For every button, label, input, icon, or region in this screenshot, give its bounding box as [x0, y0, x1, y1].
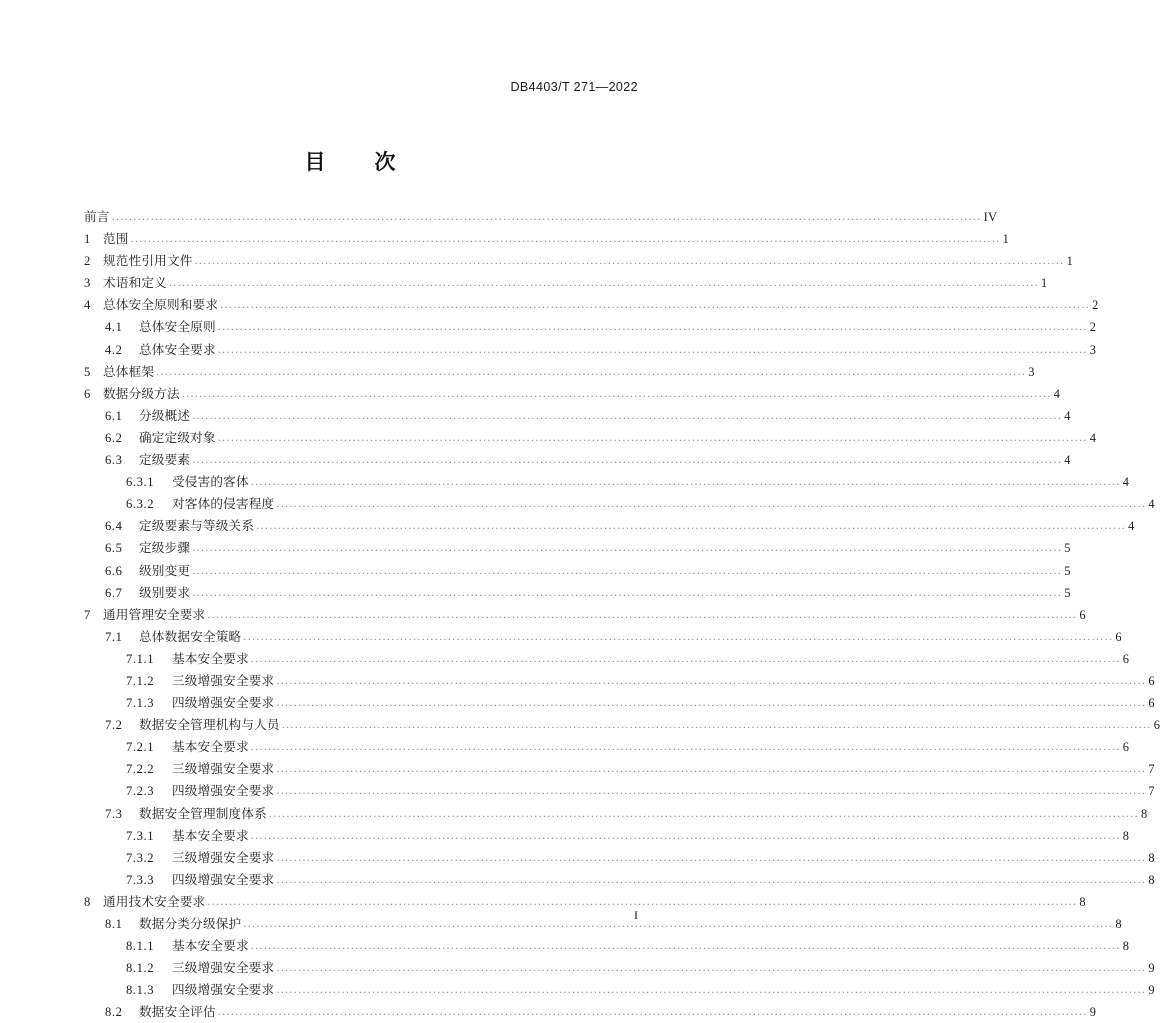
toc-entry-number: 7.2.1	[126, 740, 155, 755]
page-title: 目 次	[304, 151, 410, 174]
toc-entry-page-number: 4	[1064, 408, 1071, 423]
toc-entry-number: 6.2	[105, 430, 123, 445]
toc-entry-page-number: 9	[1148, 983, 1155, 998]
toc-entry-page-number: 6	[1079, 607, 1086, 622]
toc-dot-leader	[276, 669, 1146, 691]
toc-entry[interactable]	[84, 957, 1155, 979]
toc-entry[interactable]	[84, 692, 1155, 714]
toc-entry[interactable]	[84, 780, 1155, 802]
toc-entry[interactable]	[84, 537, 1071, 559]
toc-entry[interactable]	[84, 626, 1122, 648]
toc-entry[interactable]	[84, 250, 1074, 272]
toc-dot-leader	[218, 338, 1088, 360]
toc-dot-leader	[131, 227, 1001, 249]
toc-entry-page-number: 1	[1002, 232, 1010, 247]
toc-dot-leader	[251, 824, 1121, 846]
toc-entry-label: 确定定级对象	[139, 430, 216, 445]
toc-dot-leader	[276, 956, 1146, 978]
toc-entry[interactable]	[84, 339, 1097, 361]
toc-entry-page-number: 4	[1128, 519, 1135, 534]
toc-entry-label: 数据分级方法	[103, 386, 180, 401]
toc-entry-page-number: 6	[1122, 651, 1130, 666]
toc-entry[interactable]	[84, 736, 1130, 758]
toc-entry[interactable]	[84, 825, 1130, 847]
toc-entry[interactable]	[84, 1001, 1097, 1023]
toc-entry-number: 6.3.1	[126, 475, 155, 490]
toc-entry-label: 数据分类分级保护	[139, 917, 242, 931]
toc-dot-leader	[112, 205, 982, 227]
toc-entry[interactable]	[84, 383, 1061, 405]
toc-entry-number: 8.1.1	[126, 939, 155, 954]
toc-entry-number: 7.1.2	[126, 673, 155, 688]
toc-dot-leader	[207, 603, 1077, 625]
standard-number-header: DB4403/T 271—2022	[510, 80, 638, 94]
toc-entry-page-number: 4	[1122, 475, 1130, 490]
toc-entry-page-number: 6	[1122, 740, 1130, 755]
toc-entry-number: 8	[84, 894, 91, 909]
toc-entry-label: 级别要求	[139, 585, 191, 600]
toc-dot-leader	[192, 536, 1062, 558]
toc-entry-label: 四级增强安全要求	[172, 696, 275, 711]
toc-entry-label: 对客体的侵害程度	[172, 497, 275, 512]
toc-entry-page-number: 4	[1089, 430, 1097, 445]
toc-entry-label: 总体安全要求	[139, 342, 216, 357]
toc-dot-leader	[192, 581, 1062, 603]
toc-entry-page-number: 1	[1066, 254, 1074, 269]
toc-entry[interactable]	[84, 206, 998, 228]
toc-entry-label: 四级增强安全要求	[172, 784, 275, 799]
toc-entry-number: 8.1	[105, 917, 123, 931]
toc-entry-label: 通用管理安全要求	[103, 607, 206, 622]
toc-dot-leader	[218, 1000, 1088, 1022]
toc-entry-page-number: IV	[983, 210, 998, 224]
toc-entry[interactable]	[84, 979, 1155, 1001]
toc-entry-label: 三级增强安全要求	[172, 673, 275, 688]
toc-entry-number: 6.7	[105, 585, 123, 600]
toc-entry-number: 7.3.3	[126, 872, 155, 887]
toc-dot-leader	[218, 315, 1088, 337]
toc-entry-label: 定级要素	[139, 453, 191, 468]
toc-entry[interactable]	[84, 935, 1130, 957]
toc-entry-page-number: 2	[1092, 298, 1099, 313]
toc-entry-page-number: 8	[1122, 939, 1130, 954]
toc-entry[interactable]	[84, 869, 1155, 891]
toc-entry-number: 3	[84, 276, 91, 291]
toc-entry-page-number: 3	[1089, 342, 1097, 357]
toc-entry[interactable]	[84, 449, 1071, 471]
toc-dot-leader	[192, 448, 1062, 470]
toc-entry-page-number: 7	[1148, 784, 1155, 799]
toc-entry-label: 总体安全原则和要求	[103, 298, 219, 313]
toc-entry[interactable]	[84, 272, 1048, 294]
toc-dot-leader	[276, 868, 1146, 890]
toc-dot-leader	[282, 713, 1152, 735]
toc-entry-number: 6.1	[105, 408, 123, 423]
toc-entry-number: 4	[84, 298, 91, 313]
toc-entry[interactable]	[84, 714, 1160, 736]
table-of-contents	[84, 206, 1160, 1023]
toc-entry-page-number: 9	[1089, 1005, 1097, 1020]
toc-entry-label: 范围	[103, 232, 129, 247]
toc-entry-number: 7.2.2	[126, 762, 155, 777]
toc-entry-label: 三级增强安全要求	[172, 850, 275, 865]
toc-entry-page-number: 8	[1122, 828, 1130, 843]
toc-entry-label: 总体框架	[103, 364, 155, 379]
toc-entry[interactable]	[84, 228, 1010, 250]
toc-entry[interactable]	[84, 471, 1130, 493]
toc-entry-page-number: 4	[1148, 497, 1155, 512]
toc-entry-page-number: 5	[1064, 541, 1071, 556]
toc-entry-label: 三级增强安全要求	[172, 961, 275, 976]
toc-entry-number: 8.2	[105, 1005, 123, 1020]
toc-entry-number: 6.3	[105, 453, 123, 468]
toc-entry-number: 6.5	[105, 541, 123, 556]
toc-entry-label: 级别变更	[139, 563, 191, 578]
toc-dot-leader	[276, 846, 1146, 868]
toc-dot-leader	[218, 426, 1088, 448]
toc-entry-label: 四级增强安全要求	[172, 872, 275, 887]
toc-entry-label: 前言	[84, 210, 110, 224]
toc-entry-label: 术语和定义	[103, 276, 167, 291]
toc-entry[interactable]	[84, 604, 1086, 626]
toc-dot-leader	[276, 978, 1146, 1000]
toc-dot-leader	[251, 735, 1121, 757]
page-number-footer: I	[634, 908, 638, 922]
toc-entry[interactable]	[84, 427, 1097, 449]
toc-entry-label: 总体安全原则	[139, 320, 216, 335]
toc-entry-number: 7.3	[105, 806, 123, 821]
toc-entry-number: 6	[84, 386, 91, 401]
toc-entry-label: 分级概述	[139, 408, 191, 423]
toc-dot-leader	[276, 691, 1146, 713]
toc-entry[interactable]	[84, 316, 1097, 338]
toc-entry-page-number: 7	[1148, 762, 1155, 777]
toc-entry[interactable]	[84, 515, 1135, 537]
toc-entry-label: 受侵害的客体	[172, 475, 249, 490]
toc-entry-page-number: 6	[1148, 673, 1155, 688]
toc-entry-label: 规范性引用文件	[103, 254, 193, 269]
toc-entry-label: 数据安全管理制度体系	[139, 806, 267, 821]
toc-entry-page-number: 8	[1148, 872, 1155, 887]
toc-entry-page-number: 5	[1064, 563, 1071, 578]
toc-dot-leader	[220, 293, 1090, 315]
toc-entry-number: 5	[84, 364, 91, 379]
toc-entry-label: 三级增强安全要求	[172, 762, 275, 777]
toc-entry-number: 7.2.3	[126, 784, 155, 799]
toc-dot-leader	[251, 647, 1121, 669]
toc-dot-leader	[169, 271, 1039, 293]
toc-entry-page-number: 8	[1140, 806, 1148, 821]
toc-entry[interactable]	[84, 560, 1071, 582]
toc-dot-leader	[195, 249, 1065, 271]
toc-entry-number: 7.1.1	[126, 651, 155, 666]
toc-entry-number: 6.4	[105, 519, 123, 534]
toc-entry-label: 定级要素与等级关系	[139, 519, 255, 534]
toc-entry-page-number: 6	[1148, 696, 1155, 711]
toc-entry-number: 7.2	[105, 718, 123, 733]
toc-entry-page-number: 9	[1148, 961, 1155, 976]
toc-entry[interactable]	[84, 361, 1035, 383]
toc-dot-leader	[256, 514, 1126, 536]
toc-entry-page-number: 8	[1148, 850, 1155, 865]
toc-entry-number: 7.1	[105, 629, 123, 644]
toc-entry-label: 四级增强安全要求	[172, 983, 275, 998]
toc-entry-page-number: 8	[1079, 894, 1086, 909]
toc-entry-label: 基本安全要求	[172, 740, 249, 755]
toc-dot-leader	[251, 470, 1121, 492]
toc-entry-number: 4.2	[105, 342, 123, 357]
toc-entry-label: 基本安全要求	[172, 651, 249, 666]
toc-entry[interactable]	[84, 294, 1099, 316]
toc-dot-leader	[243, 625, 1113, 647]
toc-entry-page-number: 4	[1053, 386, 1061, 401]
toc-entry[interactable]	[84, 582, 1071, 604]
toc-dot-leader	[276, 492, 1146, 514]
toc-entry-label: 基本安全要求	[172, 828, 249, 843]
toc-entry[interactable]	[84, 758, 1155, 780]
toc-entry-number: 4.1	[105, 320, 123, 335]
toc-dot-leader	[251, 934, 1121, 956]
toc-entry[interactable]	[84, 803, 1148, 825]
toc-entry-page-number: 3	[1028, 364, 1035, 379]
toc-entry-number: 8.1.3	[126, 983, 155, 998]
toc-dot-leader	[182, 382, 1052, 404]
toc-entry-number: 7.3.2	[126, 850, 155, 865]
toc-entry-number: 6.6	[105, 563, 123, 578]
toc-entry-number: 1	[84, 232, 91, 247]
toc-entry-label: 通用技术安全要求	[103, 894, 206, 909]
toc-entry-number: 8.1.2	[126, 961, 155, 976]
toc-entry-number: 2	[84, 254, 91, 269]
toc-dot-leader	[192, 559, 1062, 581]
toc-entry-label: 定级步骤	[139, 541, 191, 556]
toc-dot-leader	[192, 404, 1062, 426]
toc-entry-page-number: 8	[1115, 917, 1122, 931]
toc-entry-page-number: 6	[1115, 629, 1122, 644]
toc-entry-page-number: 4	[1064, 453, 1071, 468]
toc-entry-label: 基本安全要求	[172, 939, 249, 954]
toc-dot-leader	[156, 360, 1026, 382]
toc-entry-label: 总体数据安全策略	[139, 629, 242, 644]
toc-entry[interactable]	[84, 493, 1155, 515]
toc-entry-page-number: 6	[1153, 718, 1160, 733]
toc-entry[interactable]	[84, 670, 1155, 692]
toc-entry-number: 7.1.3	[126, 696, 155, 711]
toc-entry-number: 6.3.2	[126, 497, 155, 512]
toc-entry-page-number: 5	[1064, 585, 1071, 600]
toc-entry-number: 7	[84, 607, 91, 622]
toc-entry[interactable]	[84, 405, 1071, 427]
toc-entry-label: 数据安全评估	[139, 1005, 216, 1020]
toc-entry-page-number: 1	[1040, 276, 1048, 291]
toc-entry[interactable]	[84, 648, 1130, 670]
toc-entry-page-number: 2	[1089, 320, 1097, 335]
toc-dot-leader	[276, 757, 1146, 779]
toc-entry-label: 数据安全管理机构与人员	[139, 718, 280, 733]
toc-entry-number: 7.3.1	[126, 828, 155, 843]
toc-dot-leader	[269, 802, 1139, 824]
toc-dot-leader	[276, 779, 1146, 801]
toc-entry[interactable]	[84, 847, 1155, 869]
